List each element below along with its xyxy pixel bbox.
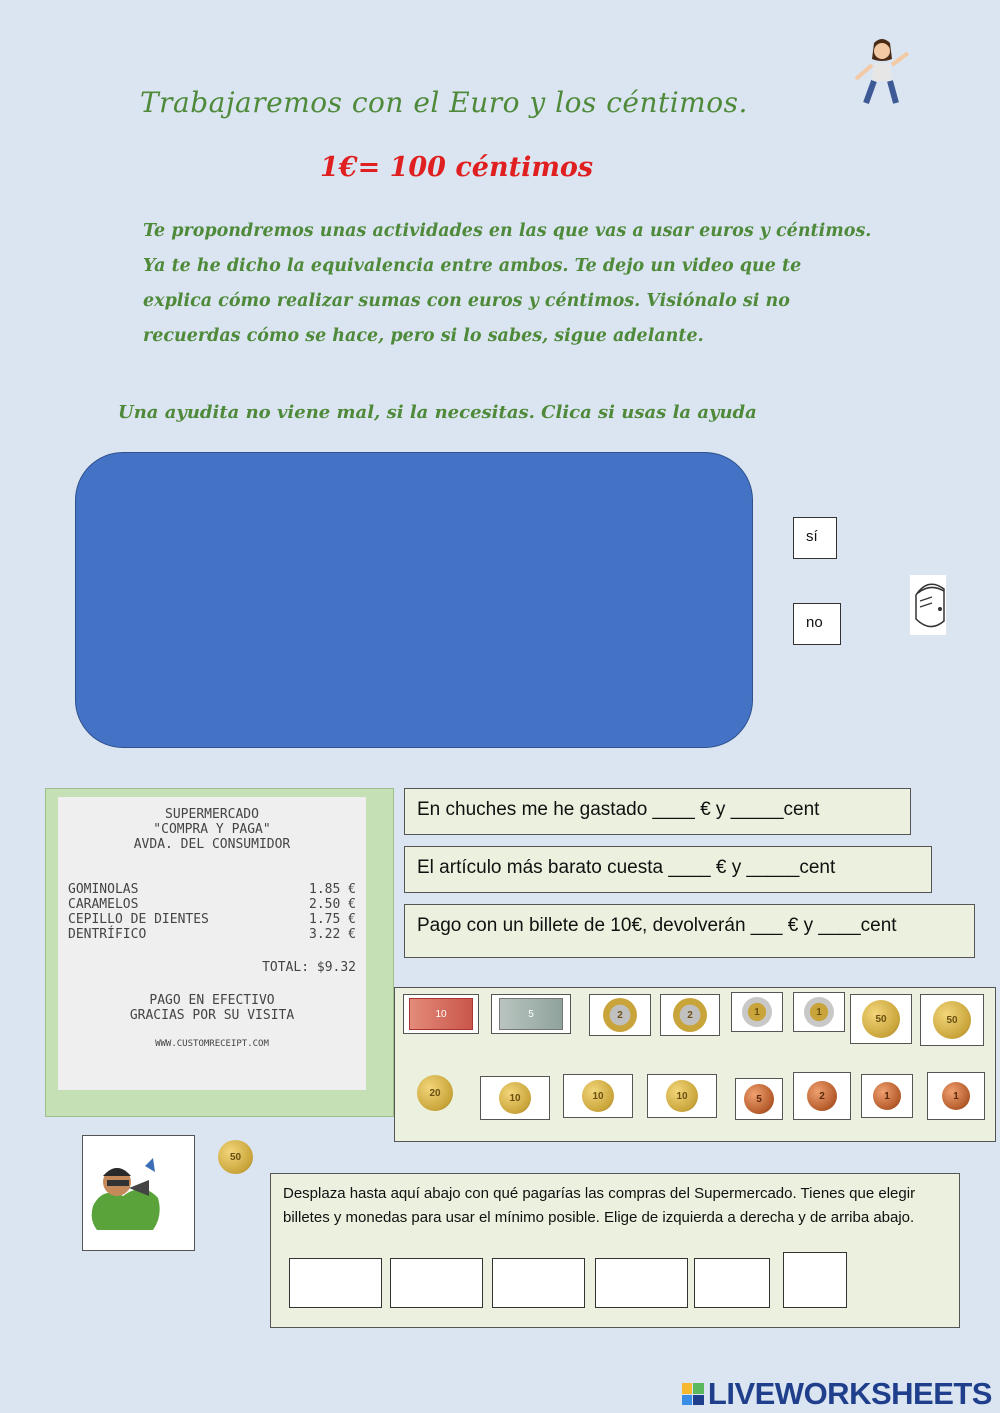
coin-10-cent-icon: 10 xyxy=(499,1082,531,1114)
help-yes-option[interactable]: sí xyxy=(793,517,837,559)
liveworksheets-logo xyxy=(682,1376,992,1412)
supermarket-receipt xyxy=(58,797,366,1090)
drop-slot-6[interactable] xyxy=(783,1252,847,1308)
receipt-item: CEPILLO DE DIENTES 1.75 € xyxy=(68,912,356,927)
receipt-payment: PAGO EN EFECTIVO xyxy=(149,993,275,1008)
coin-10-cent-icon: 10 xyxy=(582,1080,614,1112)
receipt-thanks: GRACIAS POR SU VISITA xyxy=(129,1008,295,1023)
girl-face-icon xyxy=(910,575,946,635)
coin-20-cent[interactable] xyxy=(415,1070,455,1116)
coin-2-euro-icon: 2 xyxy=(673,998,707,1032)
receipt-store: SUPERMERCADO xyxy=(165,807,259,822)
brand-text: LIVEWORKSHEETS xyxy=(707,1376,992,1411)
coin-1-cent-icon: 1 xyxy=(873,1082,901,1110)
receipt-item: GOMINOLAS 1.85 € xyxy=(68,882,356,897)
coin-1-euro[interactable] xyxy=(793,992,845,1032)
coin-50-cent-icon: 50 xyxy=(933,1001,971,1039)
receipt-item: CARAMELOS 2.50 € xyxy=(68,897,356,912)
coin-1-cent-icon: 1 xyxy=(942,1082,970,1110)
task-instructions: Desplaza hasta aquí abajo con qué pagarías las compras del Supermercado. Tienes que elegir billetes y monedas para usar el mínimo posible. Elige de izquierda a derecha y de arriba abajo. xyxy=(283,1185,916,1226)
question-sweets-spent[interactable]: En chuches me he gastado ____ € y _____cent xyxy=(404,788,911,835)
help-no-option[interactable]: no xyxy=(793,603,841,645)
coin-1-euro-icon: 1 xyxy=(804,997,834,1027)
coin-10-cent[interactable] xyxy=(647,1074,717,1118)
coin-2-euro-icon: 2 xyxy=(603,998,637,1032)
coin-10-cent[interactable] xyxy=(480,1076,550,1120)
euro-equivalence: 1€= 100 céntimos xyxy=(320,152,594,183)
help-prompt: Una ayudita no viene mal, si la necesitas. Clica si usas la ayuda xyxy=(118,402,757,423)
coin-2-cent-icon: 2 xyxy=(807,1081,837,1111)
drop-slot-1[interactable] xyxy=(289,1258,382,1308)
receipt-total: TOTAL: $9.32 xyxy=(262,960,356,975)
drop-slot-3[interactable] xyxy=(492,1258,585,1308)
coin-50-cent[interactable] xyxy=(850,994,912,1044)
coin-5-cent[interactable] xyxy=(735,1078,783,1120)
drop-slot-4[interactable] xyxy=(595,1258,688,1308)
money-palette xyxy=(394,987,996,1142)
banknote-5-icon: 5 xyxy=(499,998,563,1030)
question-cheapest-item[interactable]: El artículo más barato cuesta ____ € y _____cent xyxy=(404,846,932,893)
payment-task-box xyxy=(270,1173,960,1328)
coin-5-cent-icon: 5 xyxy=(744,1084,774,1114)
receipt-address: AVDA. DEL CONSUMIDOR xyxy=(133,837,291,852)
coin-50-cent-icon: 50 xyxy=(862,1000,900,1038)
page-title: Trabajaremos con el Euro y los céntimos. xyxy=(140,86,748,119)
receipt-store-name: "COMPRA Y PAGA" xyxy=(153,822,271,837)
coin-1-cent[interactable] xyxy=(861,1074,913,1118)
coin-2-euro[interactable] xyxy=(660,994,720,1036)
banknote-10-icon: 10 xyxy=(409,998,473,1030)
coin-10-cent[interactable] xyxy=(563,1074,633,1118)
coin-10-cent-icon: 10 xyxy=(666,1080,698,1112)
drop-slot-5[interactable] xyxy=(694,1258,770,1308)
coin-50-cent[interactable] xyxy=(920,994,984,1046)
intro-paragraph: Te propondremos unas actividades en las que vas a usar euros y céntimos. Ya te he dicho la equivalencia entre ambos. Te dejo un video que te explica cómo realizar sumas con euros y céntimos. Visiónalo si no recuerdas cómo se hace, pero si lo sabes, sigue adelante. xyxy=(143,221,872,346)
receipt-website: WWW.CUSTOMRECEIPT.COM xyxy=(155,1039,269,1049)
liveworksheets-mark-icon xyxy=(682,1383,704,1405)
man-with-bird-image xyxy=(82,1135,195,1251)
coin-2-cent[interactable] xyxy=(793,1072,851,1120)
banknote-10-euro[interactable] xyxy=(403,994,479,1034)
coin-1-cent[interactable] xyxy=(927,1072,985,1120)
banknote-5-euro[interactable] xyxy=(491,994,571,1034)
coin-2-euro[interactable] xyxy=(589,994,651,1036)
coin-20-cent-icon: 20 xyxy=(417,1075,453,1111)
video-player[interactable] xyxy=(75,452,753,748)
girl-avatar-icon xyxy=(852,35,912,107)
coin-1-euro-icon: 1 xyxy=(742,997,772,1027)
question-change[interactable]: Pago con un billete de 10€, devolverán ___ € y ____cent xyxy=(404,904,975,958)
receipt-item: DENTRÍFICO 3.22 € xyxy=(68,927,356,942)
coin-1-euro[interactable] xyxy=(731,992,783,1032)
drop-slot-2[interactable] xyxy=(390,1258,483,1308)
coin-50-cent-loose[interactable]: 50 xyxy=(218,1140,253,1174)
